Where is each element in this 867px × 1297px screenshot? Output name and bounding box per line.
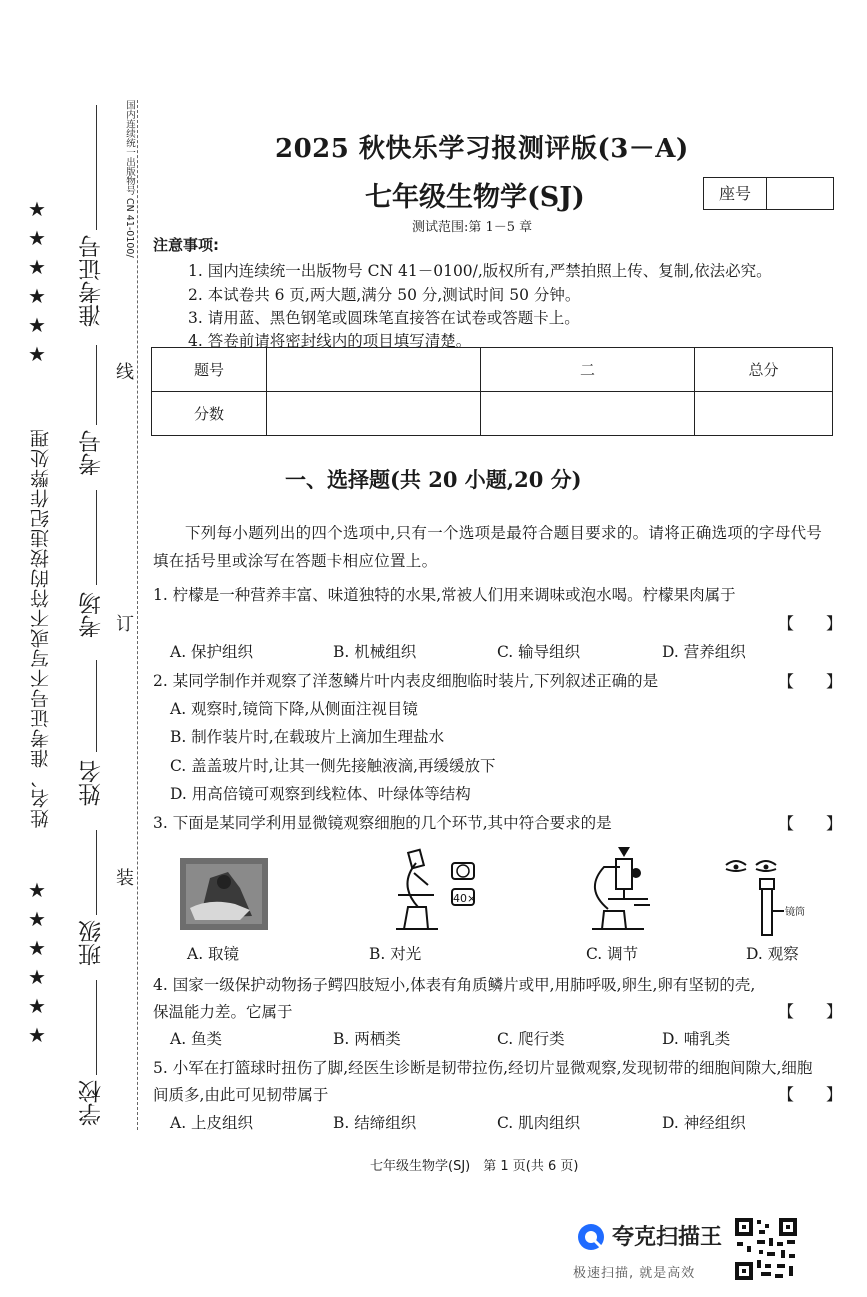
question-3-option: C. 调节: [586, 945, 639, 963]
binding-line-word: 线: [116, 362, 134, 383]
field-exam-number: 考号: [79, 430, 105, 476]
score-table-cell: [267, 348, 481, 392]
question-5-option: A. 上皮组织: [170, 1114, 254, 1132]
figure-adjust: [578, 845, 673, 935]
question-3-option: B. 对光: [369, 945, 422, 963]
seat-number-input[interactable]: [767, 178, 833, 209]
scanner-slogan: 极速扫描, 就是高效: [573, 1266, 696, 1281]
side-serial-number: 国内连续统一出版物号 CN 41-0100/: [124, 100, 135, 258]
field-name-line[interactable]: [96, 660, 97, 752]
figure-take-microscope: [180, 858, 268, 930]
notice-item: 3. 请用蓝、黑色钢笔或圆珠笔直接答在试卷或答题卡上。: [188, 309, 580, 327]
lens-40x-label: 40×: [453, 892, 477, 905]
field-school-line[interactable]: [96, 980, 97, 1075]
question-2-option: C. 盖盖玻片时,让其一侧先接触液滴,再缓缓放下: [170, 757, 496, 775]
question-3-option: A. 取镜: [187, 945, 240, 963]
question-5-option: C. 肌肉组织: [497, 1114, 581, 1132]
exam-title: 2025 秋快乐学习报测评版(3－A): [275, 134, 689, 164]
binding-install-word: 装: [116, 868, 134, 889]
sidebar-warning: 姓名、准考证号不写或不符的按违纪作弊处理: [30, 428, 52, 828]
score-table-cell: 分数: [152, 392, 267, 436]
field-admission-number: 准考证号: [79, 235, 105, 327]
notice-item: 4. 答卷前请将密封线内的项目填写清楚。: [188, 332, 472, 350]
field-class: 班级: [79, 920, 105, 966]
score-input-cell[interactable]: [267, 392, 481, 436]
field-name: 姓名: [79, 760, 105, 806]
seat-number-label: 座号: [704, 178, 767, 209]
notice-heading: 注意事项:: [153, 236, 219, 254]
question-5-option: D. 神经组织: [662, 1114, 746, 1132]
seat-number-box[interactable]: [703, 177, 834, 210]
star-column-top: ★ ★ ★ ★ ★ ★: [28, 197, 46, 366]
eyepiece-tube-label: 镜筒: [785, 907, 805, 918]
answer-bracket[interactable]: 【 】: [778, 1002, 843, 1021]
scanner-logo-icon: [576, 1222, 606, 1252]
field-exam-room-line[interactable]: [96, 490, 97, 585]
score-input-cell[interactable]: [481, 392, 695, 436]
question-4-option: D. 哺乳类: [662, 1030, 731, 1048]
answer-bracket[interactable]: 【 】: [778, 614, 843, 633]
question-1-option: A. 保护组织: [170, 643, 254, 661]
question-3-option: D. 观察: [746, 945, 799, 963]
score-table: [151, 347, 833, 436]
question-4-option: B. 两栖类: [333, 1030, 401, 1048]
field-class-line[interactable]: [96, 830, 97, 915]
field-exam-number-line[interactable]: [96, 345, 97, 425]
question-5-option: B. 结缔组织: [333, 1114, 417, 1132]
score-table-cell: 总分: [695, 348, 833, 392]
answer-bracket[interactable]: 【 】: [778, 672, 843, 691]
question-1-option: B. 机械组织: [333, 643, 417, 661]
answer-bracket[interactable]: 【 】: [778, 814, 843, 833]
section-title: 一、选择题(共 20 小题,20 分): [285, 467, 582, 492]
question-1-stem: 1. 柠檬是一种营养丰富、味道独特的水果,常被人们用来调味或泡水喝。柠檬果肉属于: [153, 586, 736, 604]
page-footer: 七年级生物学(SJ) 第 1 页(共 6 页): [370, 1159, 579, 1174]
notice-item: 1. 国内连续统一出版物号 CN 41－0100/,版权所有,严禁拍照上传、复制,依法必究。: [188, 262, 772, 280]
binding-order-word: 订: [116, 614, 134, 635]
qr-code-icon: [733, 1216, 799, 1282]
binding-dashed-line: [137, 100, 138, 1130]
star-column-bottom: ★ ★ ★ ★ ★ ★: [28, 878, 46, 1047]
score-input-cell[interactable]: [695, 392, 833, 436]
figure-focus-light: [378, 845, 478, 935]
exam-subject: 七年级生物学(SJ): [365, 182, 585, 213]
question-1-option: D. 营养组织: [662, 643, 746, 661]
field-school: 学校: [79, 1080, 105, 1126]
question-4-stem: 4. 国家一级保护动物扬子鳄四肢短小,体表有角质鳞片或甲,用肺呼吸,卵生,卵有坚韧的壳,保温能力差。它属于: [153, 976, 756, 1021]
question-2-option: D. 用高倍镜可观察到线粒体、叶绿体等结构: [170, 785, 471, 803]
question-5-stem: 5. 小军在打篮球时扭伤了脚,经医生诊断是韧带拉伤,经切片显微观察,发现韧带的细胞间隙大,细胞间质多,由此可见韧带属于: [153, 1059, 813, 1104]
question-4-option: C. 爬行类: [497, 1030, 565, 1048]
field-exam-room: 考场: [79, 592, 105, 638]
question-2-option: A. 观察时,镜筒下降,从侧面注视目镜: [170, 700, 418, 718]
question-2-option: B. 制作装片时,在载玻片上滴加生理盐水: [170, 728, 445, 746]
score-table-cell: 题号: [152, 348, 267, 392]
field-admission-number-line[interactable]: [96, 105, 97, 230]
test-scope: 测试范围:第 1－5 章: [412, 220, 533, 235]
question-4-option: A. 鱼类: [170, 1030, 223, 1048]
notice-item: 2. 本试卷共 6 页,两大题,满分 50 分,测试时间 50 分钟。: [188, 286, 581, 304]
figure-observe: [722, 855, 822, 940]
question-2-stem: 2. 某同学制作并观察了洋葱鳞片叶内表皮细胞临时装片,下列叙述正确的是: [153, 672, 659, 690]
scanner-brand: 夸克扫描王: [612, 1225, 723, 1250]
section-intro: 下列每小题列出的四个选项中,只有一个选项是最符合题目要求的。请将正确选项的字母代号填在括号里或涂写在答题卡相应位置上。: [153, 524, 823, 570]
score-table-cell: 二: [481, 348, 695, 392]
sidebar: [0, 0, 145, 1160]
question-3-stem: 3. 下面是某同学利用显微镜观察细胞的几个环节,其中符合要求的是: [153, 814, 612, 832]
question-1-option: C. 输导组织: [497, 643, 581, 661]
answer-bracket[interactable]: 【 】: [778, 1085, 843, 1104]
